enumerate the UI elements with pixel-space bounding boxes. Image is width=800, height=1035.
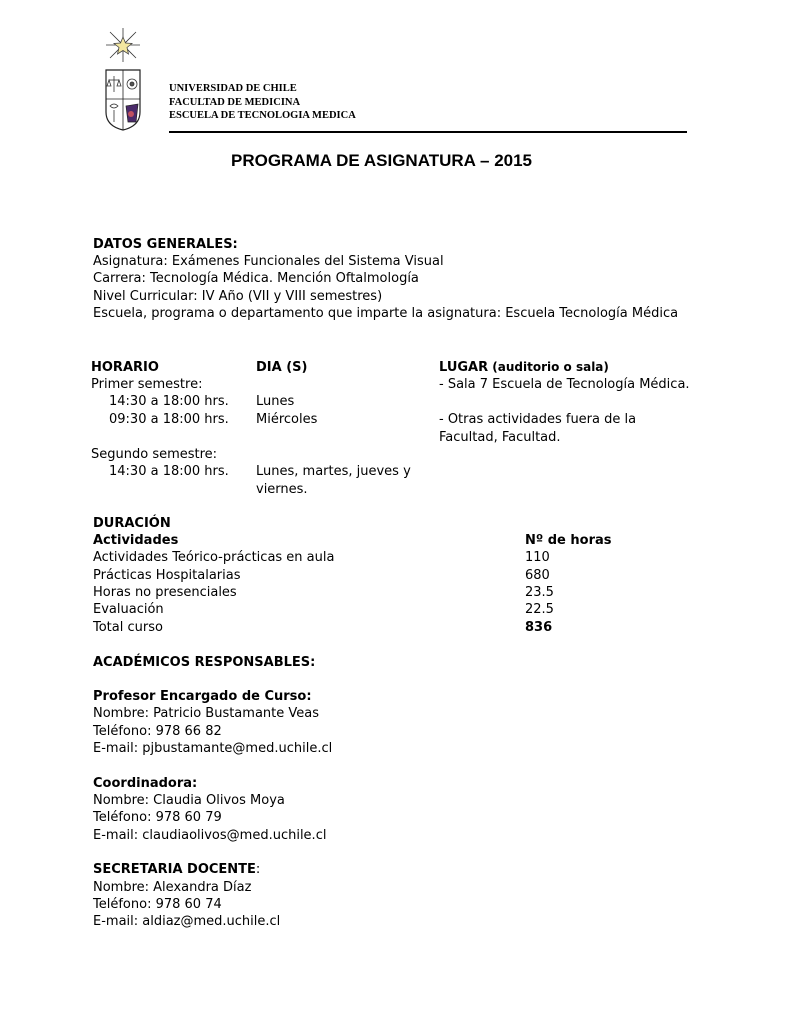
duration-hours: 110: [525, 550, 550, 565]
duration-activity: Horas no presenciales: [93, 585, 237, 600]
coordinator-role: Coordinadora:: [93, 776, 198, 791]
duration-heading: DURACIÓN: [93, 516, 171, 531]
professor-phone: Teléfono: 978 66 82: [93, 724, 222, 739]
page-title: PROGRAMA DE ASIGNATURA – 2015: [231, 151, 533, 170]
schedule-time: 14:30 a 18:00 hrs.: [109, 464, 229, 479]
schedule-time: 09:30 a 18:00 hrs.: [109, 412, 229, 427]
duration-hours: 680: [525, 568, 550, 583]
lugar-label: LUGAR: [439, 360, 489, 375]
general-data-line: Carrera: Tecnología Médica. Mención Oftalmología: [93, 271, 419, 286]
schedule-time: 14:30 a 18:00 hrs.: [109, 394, 229, 409]
duration-activity: Evaluación: [93, 602, 164, 617]
coordinator-name: Nombre: Claudia Olivos Moya: [93, 793, 285, 808]
secretary-phone: Teléfono: 978 60 74: [93, 897, 222, 912]
schedule-day: Miércoles: [256, 412, 318, 427]
coordinator-email: E-mail: claudiaolivos@med.uchile.cl: [93, 828, 327, 843]
header-divider: [169, 131, 687, 133]
first-semester-label: Primer semestre:: [91, 377, 203, 392]
duration-activity: Prácticas Hospitalarias: [93, 568, 241, 583]
duration-hours: 22.5: [525, 602, 554, 617]
duration-col-hours: Nº de horas: [525, 533, 612, 548]
schedule-day: viernes.: [256, 482, 308, 497]
university-emblem: [100, 26, 146, 132]
schedule-place: - Otras actividades fuera de la: [439, 412, 637, 427]
coordinator-phone: Teléfono: 978 60 79: [93, 810, 222, 825]
professor-email: E-mail: pjbustamante@med.uchile.cl: [93, 741, 333, 756]
schedule-day: Lunes: [256, 394, 295, 409]
secretary-name: Nombre: Alexandra Díaz: [93, 880, 252, 895]
general-data-line: Nivel Curricular: IV Año (VII y VIII semestres): [93, 289, 383, 304]
duration-hours: 23.5: [525, 585, 554, 600]
faculty-name: FACULTAD DE MEDICINA: [169, 97, 301, 108]
secretary-role: [93, 861, 260, 878]
professor-name: Nombre: Patricio Bustamante Veas: [93, 706, 319, 721]
secretary-role-label: SECRETARIA DOCENTE: [93, 862, 256, 877]
duration-total-hours: 836: [525, 620, 553, 635]
general-data-line: Escuela, programa o departamento que imparte la asignatura: Escuela Tecnología Médica: [93, 306, 679, 321]
schedule-place: Facultad, Facultad.: [439, 430, 561, 445]
academics-heading: ACADÉMICOS RESPONSABLES:: [93, 655, 316, 670]
professor-role: Profesor Encargado de Curso:: [93, 689, 312, 704]
general-data-heading: DATOS GENERALES:: [93, 237, 238, 252]
general-data-line: Asignatura: Exámenes Funcionales del Sistema Visual: [93, 254, 444, 269]
duration-activity: Actividades Teórico-prácticas en aula: [93, 550, 335, 565]
duration-total-label: Total curso: [93, 620, 163, 635]
star-icon: [106, 28, 140, 62]
secretary-role-colon: :: [255, 862, 261, 877]
schedule-day: Lunes, martes, jueves y: [256, 464, 411, 479]
shield-icon: [106, 70, 140, 130]
schedule-col-lugar: [439, 359, 609, 376]
university-name: UNIVERSIDAD DE CHILE: [169, 83, 297, 94]
schedule-col-dia: DIA (S): [256, 360, 308, 375]
duration-col-activities: Actividades: [93, 533, 179, 548]
schedule-place: - Sala 7 Escuela de Tecnología Médica.: [439, 377, 690, 392]
secretary-email: E-mail: aldiaz@med.uchile.cl: [93, 914, 281, 929]
second-semester-label: Segundo semestre:: [91, 447, 218, 462]
schedule-col-horario: HORARIO: [91, 360, 159, 375]
lugar-note: (auditorio o sala): [492, 360, 609, 374]
school-name: ESCUELA DE TECNOLOGIA MEDICA: [169, 110, 356, 121]
